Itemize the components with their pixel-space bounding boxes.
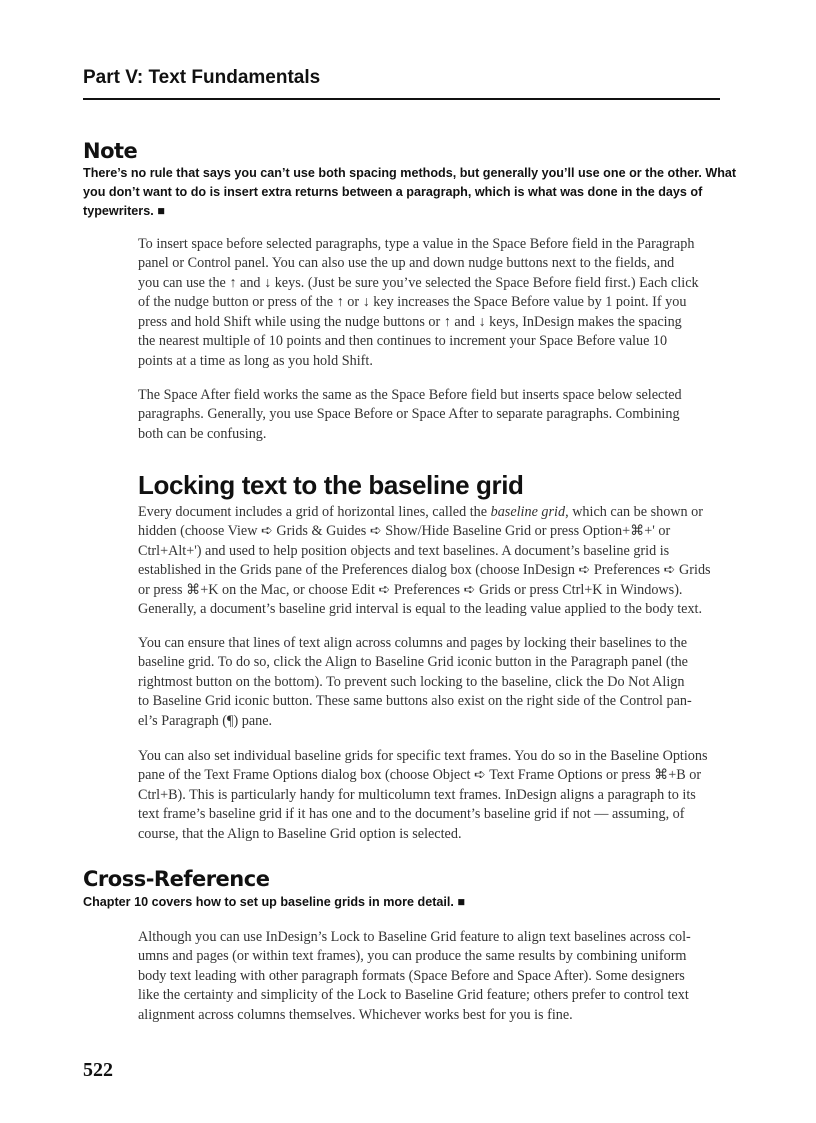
body-line: Ctrl+B). This is particularly handy for multicolumn text frames. InDesign aligns a paragraph to its bbox=[138, 786, 696, 803]
body-line: course, that the Align to Baseline Grid option is selected. bbox=[138, 825, 462, 842]
body-line: You can ensure that lines of text align across columns and pages by locking their baselines to the bbox=[138, 635, 687, 651]
body-line: hidden (choose View ➪ Grids & Guides ➪ Show/Hide Baseline Grid or press Option+⌘+' or bbox=[138, 523, 671, 540]
note-line: There’s no rule that says you can’t use both spacing methods, but generally you’ll use one or the other. What bbox=[83, 166, 737, 180]
note-line: typewriters. ■ bbox=[83, 204, 165, 219]
body-line: You can also set individual baseline grids for specific text frames. You do so in the Baseline Options bbox=[138, 748, 708, 764]
note-heading: Note bbox=[83, 139, 138, 163]
body-paragraph bbox=[138, 235, 728, 371]
page-number: 522 bbox=[83, 1059, 113, 1081]
crossref-line: Chapter 10 covers how to set up baseline grids in more detail. ■ bbox=[83, 895, 466, 909]
body-line: panel or Control panel. You can also use the up and down nudge buttons next to the fields, and bbox=[138, 255, 675, 272]
body-line: or press ⌘+K on the Mac, or choose Edit ➪ Preferences ➪ Grids or press Ctrl+K in Windows). bbox=[138, 581, 683, 598]
body-line: both can be confusing. bbox=[138, 425, 267, 442]
body-paragraph bbox=[138, 747, 728, 844]
body-line: The Space After field works the same as the Space Before field but inserts space below selected bbox=[138, 387, 682, 403]
body-line: like the certainty and simplicity of the Lock to Baseline Grid feature; others prefer to control text bbox=[138, 987, 689, 1004]
body-line: Although you can use InDesign’s Lock to Baseline Grid feature to align text baselines across col- bbox=[138, 929, 691, 945]
running-head: Part V: Text Fundamentals bbox=[83, 67, 321, 88]
body-line: body text leading with other paragraph formats (Space Before and Space After). Some designers bbox=[138, 967, 685, 984]
body-paragraph bbox=[138, 928, 728, 1025]
header-rule bbox=[83, 98, 720, 100]
note-text bbox=[83, 164, 737, 222]
crossref-heading: Cross-Reference bbox=[83, 867, 270, 891]
body-line: text frame’s baseline grid if it has one and to the document’s baseline grid if not — assuming, of bbox=[138, 806, 685, 823]
body-paragraph bbox=[138, 634, 728, 731]
body-line: rightmost button on the bottom). To prevent such locking to the baseline, click the Do Not Align bbox=[138, 673, 685, 690]
body-line: of the nudge button or press of the ↑ or ↓ key increases the Space Before value by 1 point. If you bbox=[138, 294, 687, 311]
body-line: you can use the ↑ and ↓ keys. (Just be sure you’ve selected the Space Before field first.) Each click bbox=[138, 274, 699, 291]
body-line: the nearest multiple of 10 points and then continues to increment your Space Before value 10 bbox=[138, 333, 668, 350]
body-line: Every document includes a grid of horizontal lines, called the baseline grid, which can be shown or bbox=[138, 504, 703, 520]
crossref-text bbox=[83, 893, 723, 912]
term-emphasis: baseline grid bbox=[490, 504, 566, 520]
body-line: paragraphs. Generally, you use Space Before or Space After to separate paragraphs. Combining bbox=[138, 406, 680, 423]
body-line: Ctrl+Alt+') and used to help position objects and text baselines. A document’s baseline grid is bbox=[138, 542, 670, 559]
body-line: To insert space before selected paragraphs, type a value in the Space Before field in the Paragraph bbox=[138, 236, 695, 252]
body-line: established in the Grids pane of the Preferences dialog box (choose InDesign ➪ Preferences ➪ Grids bbox=[138, 562, 711, 579]
body-line: umns and pages (or within text frames), you can produce the same results by combining uniform bbox=[138, 948, 687, 965]
body-line: baseline grid. To do so, click the Align to Baseline Grid iconic button in the Paragraph panel (the bbox=[138, 654, 688, 671]
body-line: pane of the Text Frame Options dialog box (choose Object ➪ Text Frame Options or press ⌘+B or bbox=[138, 767, 702, 784]
body-paragraph bbox=[138, 386, 728, 444]
body-paragraph bbox=[138, 503, 728, 620]
body-line: points at a time as long as you hold Shift. bbox=[138, 352, 373, 369]
body-line: alignment across columns themselves. Whichever works best for you is fine. bbox=[138, 1006, 573, 1023]
body-line: Generally, a document’s baseline grid interval is equal to the leading value applied to the body text. bbox=[138, 601, 703, 618]
body-line: press and hold Shift while using the nudge buttons or ↑ and ↓ keys, InDesign makes the spacing bbox=[138, 313, 682, 330]
body-line: el’s Paragraph (¶) pane. bbox=[138, 712, 273, 729]
section-heading: Locking text to the baseline grid bbox=[138, 470, 524, 500]
body-line: to Baseline Grid iconic button. These same buttons also exist on the right side of the Control pan- bbox=[138, 693, 692, 710]
note-line: you don’t want to do is insert extra returns between a paragraph, which is what was done in the days of bbox=[83, 185, 703, 200]
